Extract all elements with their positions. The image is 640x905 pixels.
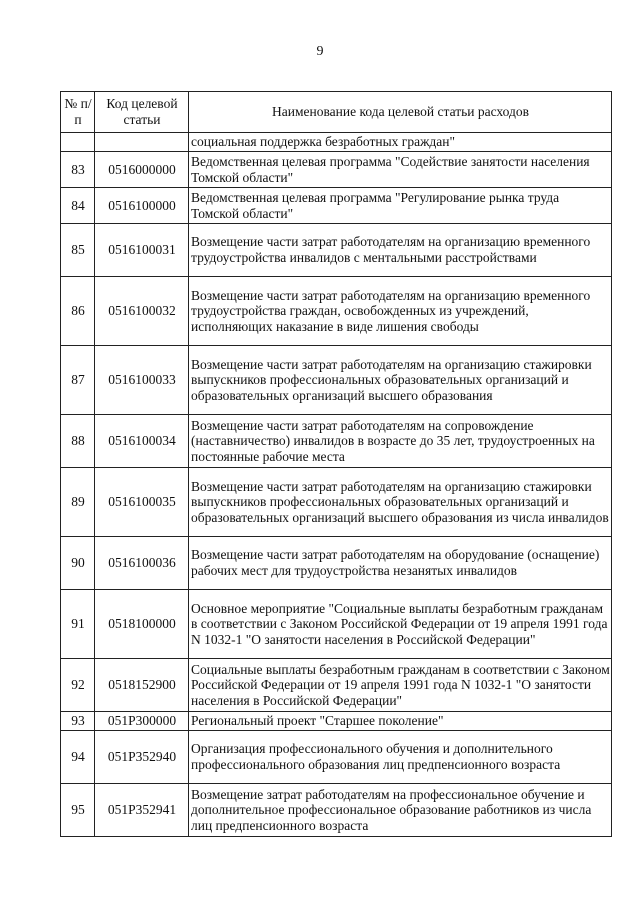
header-code: Код целевой статьи bbox=[95, 92, 189, 133]
row-num: 87 bbox=[61, 346, 95, 415]
header-num: № п/п bbox=[61, 92, 95, 133]
row-code: 0516100000 bbox=[95, 188, 189, 224]
row-code: 0516000000 bbox=[95, 152, 189, 188]
row-num: 94 bbox=[61, 731, 95, 784]
row-name: Возмещение части затрат работодателям на сопровождение (наставничество) инвалидов в возрасте до 35 лет, трудоустроенных на постоянные рабочие места bbox=[189, 415, 612, 468]
table-row bbox=[61, 188, 612, 224]
continuation-name-cell: социальная поддержка безработных граждан" bbox=[189, 133, 612, 152]
row-num: 95 bbox=[61, 784, 95, 837]
table-row bbox=[61, 659, 612, 712]
row-code: 051P352941 bbox=[95, 784, 189, 837]
row-name: Организация профессионального обучения и дополнительного профессионального образования лиц предпенсионного возраста bbox=[189, 731, 612, 784]
row-name: Возмещение части затрат работодателям на оборудование (оснащение) рабочих мест для трудоустройства незанятых инвалидов bbox=[189, 537, 612, 590]
table-row bbox=[61, 224, 612, 277]
table-row bbox=[61, 712, 612, 731]
row-code: 0516100034 bbox=[95, 415, 189, 468]
row-num: 90 bbox=[61, 537, 95, 590]
row-name: Возмещение части затрат работодателям на организацию временного трудоустройства инвалидов с ментальными расстройствами bbox=[189, 224, 612, 277]
table-header-row bbox=[61, 92, 612, 133]
continuation-code-cell bbox=[95, 133, 189, 152]
row-code: 051P352940 bbox=[95, 731, 189, 784]
row-code: 0518100000 bbox=[95, 590, 189, 659]
table-row bbox=[61, 346, 612, 415]
row-name: Основное мероприятие "Социальные выплаты безработным гражданам в соответствии с Законом Российской Федерации от 19 апреля 1991 года N 1032-1 "О занятости населения в Российской Федерации" bbox=[189, 590, 612, 659]
row-num: 92 bbox=[61, 659, 95, 712]
row-num: 84 bbox=[61, 188, 95, 224]
row-num: 88 bbox=[61, 415, 95, 468]
row-name: Возмещение части затрат работодателям на организацию временного трудоустройства граждан, освобожденных из учреждений, исполняющих наказание в виде лишения свободы bbox=[189, 277, 612, 346]
row-num: 83 bbox=[61, 152, 95, 188]
row-name: Региональный проект "Старшее поколение" bbox=[189, 712, 612, 731]
table-row bbox=[61, 784, 612, 837]
row-code: 0518152900 bbox=[95, 659, 189, 712]
row-name: Ведомственная целевая программа "Содействие занятости населения Томской области" bbox=[189, 152, 612, 188]
table-row bbox=[61, 590, 612, 659]
row-name: Возмещение части затрат работодателям на организацию стажировки выпускников профессиональных образовательных организаций и образовательных организаций высшего образования из числа инвалидов bbox=[189, 468, 612, 537]
row-name: Социальные выплаты безработным гражданам в соответствии с Законом Российской Федерации от 19 апреля 1991 года N 1032-1 "О занятости населения в Российской Федерации" bbox=[189, 659, 612, 712]
continuation-num-cell bbox=[61, 133, 95, 152]
continuation-row bbox=[61, 133, 612, 152]
table-row bbox=[61, 731, 612, 784]
table-row bbox=[61, 537, 612, 590]
row-code: 0516100035 bbox=[95, 468, 189, 537]
row-name: Возмещение части затрат работодателям на организацию стажировки выпускников профессиональных образовательных организаций и образовательных организаций высшего образования bbox=[189, 346, 612, 415]
header-name: Наименование кода целевой статьи расходов bbox=[189, 92, 612, 133]
row-num: 85 bbox=[61, 224, 95, 277]
row-name: Ведомственная целевая программа "Регулирование рынка труда Томской области" bbox=[189, 188, 612, 224]
page-number: 9 bbox=[316, 44, 324, 59]
target-articles-table bbox=[60, 91, 612, 837]
row-code: 0516100032 bbox=[95, 277, 189, 346]
table-row bbox=[61, 415, 612, 468]
table-row bbox=[61, 152, 612, 188]
table-row bbox=[61, 277, 612, 346]
row-code: 051P300000 bbox=[95, 712, 189, 731]
row-code: 0516100036 bbox=[95, 537, 189, 590]
row-name: Возмещение затрат работодателям на профессиональное обучение и дополнительное профессиональное образование работников из числа лиц предпенсионного возраста bbox=[189, 784, 612, 837]
row-code: 0516100033 bbox=[95, 346, 189, 415]
row-num: 91 bbox=[61, 590, 95, 659]
row-num: 86 bbox=[61, 277, 95, 346]
row-num: 93 bbox=[61, 712, 95, 731]
table-row bbox=[61, 468, 612, 537]
row-code: 0516100031 bbox=[95, 224, 189, 277]
row-num: 89 bbox=[61, 468, 95, 537]
